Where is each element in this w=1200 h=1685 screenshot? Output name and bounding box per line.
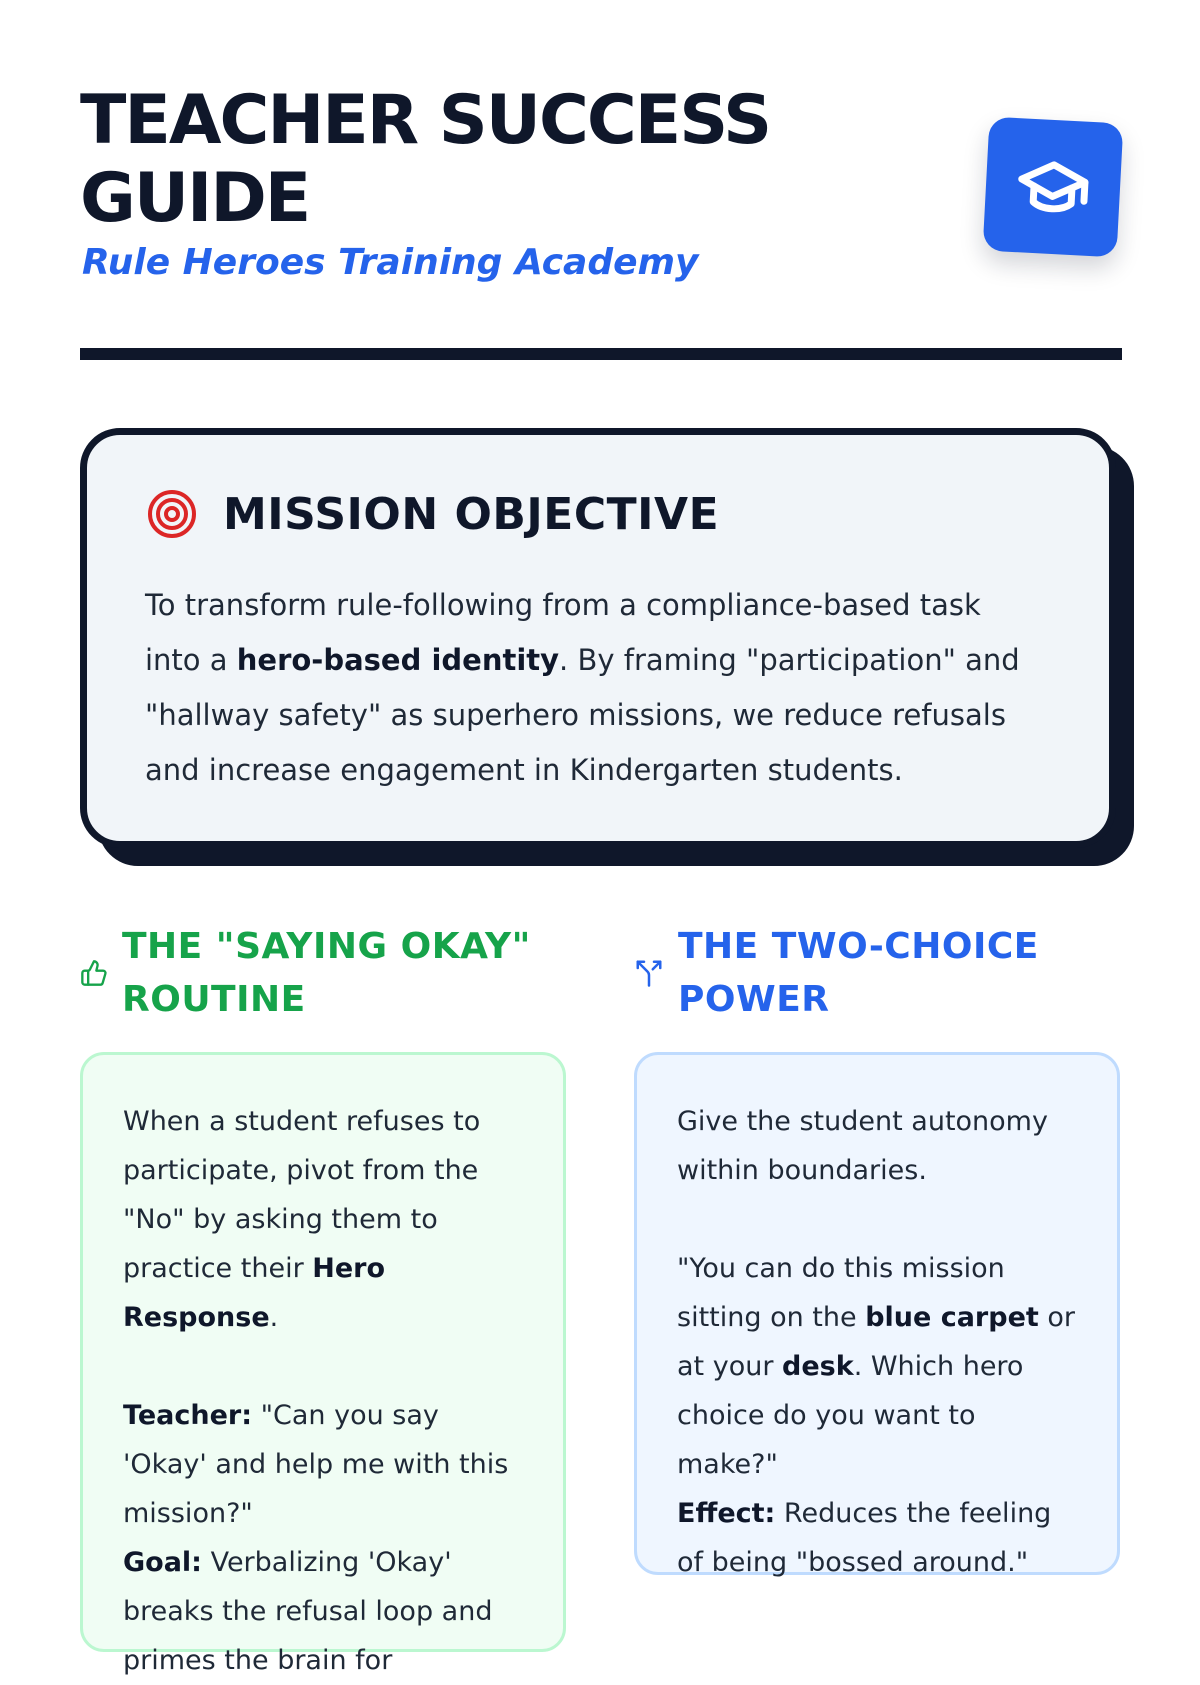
teacher-text: "Can you say 'Okay' and help me with this mission?" <box>123 1400 509 1529</box>
saying-okay-header <box>80 920 580 1026</box>
target-icon <box>145 487 199 541</box>
title-line-1: TEACHER SUCCESS <box>80 81 771 160</box>
saying-okay-title: THE "SAYING OKAY" ROUTINE <box>122 926 531 1020</box>
goal-text: Verbalizing 'Okay' breaks the refusal loop and primes the brain for <box>123 1547 493 1676</box>
two-choice-quote <box>677 1244 1077 1489</box>
page-subtitle: Rule Heroes Training Academy <box>82 242 699 283</box>
mission-text-part: . By framing "participation" and "hallway safety" as superhero missions, we reduce refusals and increase engagement in Kindergarten students. <box>145 643 1020 787</box>
teacher-line <box>123 1391 523 1538</box>
title-line-2: GUIDE <box>80 159 310 238</box>
split-arrow-icon <box>634 958 664 988</box>
mission-text-bold: hero-based identity <box>236 643 560 677</box>
goal-label: Goal: <box>123 1547 202 1578</box>
mission-text <box>145 578 1045 798</box>
text-part: . Which hero choice do you want to make?" <box>677 1351 1024 1480</box>
text-part: When a student refuses to participate, pivot from the "No" by asking them to practice their <box>123 1106 481 1284</box>
saying-okay-intro <box>123 1097 523 1342</box>
mission-text-part: To transform rule-following from a compliance-based task into a <box>145 588 981 677</box>
teacher-label: Teacher: <box>123 1400 253 1431</box>
two-choice-header <box>634 920 1134 1026</box>
mission-title: MISSION OBJECTIVE <box>223 488 720 540</box>
text-part: "You can do this mission sitting on the <box>677 1253 1005 1333</box>
effect-label: Effect: <box>677 1498 776 1529</box>
spacer <box>123 1342 523 1391</box>
saying-okay-card <box>80 1052 566 1676</box>
effect-text: Reduces the feeling of being "bossed around." <box>677 1498 1052 1578</box>
text-part: or at your <box>677 1302 1075 1382</box>
two-choice-title: THE TWO-CHOICE POWER <box>678 926 1039 1020</box>
spacer <box>677 1195 1077 1244</box>
page-title <box>80 82 920 238</box>
mission-card <box>80 428 1116 848</box>
mission-header <box>145 487 719 541</box>
thumbs-up-icon <box>80 959 108 987</box>
two-choice-card <box>634 1052 1120 1578</box>
text-bold: blue carpet <box>865 1302 1039 1333</box>
graduation-cap-icon <box>1013 147 1093 227</box>
effect-line <box>677 1489 1077 1587</box>
header-divider <box>80 348 1122 360</box>
logo-badge <box>983 117 1124 258</box>
text-bold: Hero Response <box>123 1253 386 1333</box>
text-bold: desk <box>782 1351 854 1382</box>
goal-line <box>123 1538 523 1685</box>
two-choice-intro: Give the student autonomy within boundaries. <box>677 1106 1048 1186</box>
text-part: . <box>269 1302 279 1333</box>
